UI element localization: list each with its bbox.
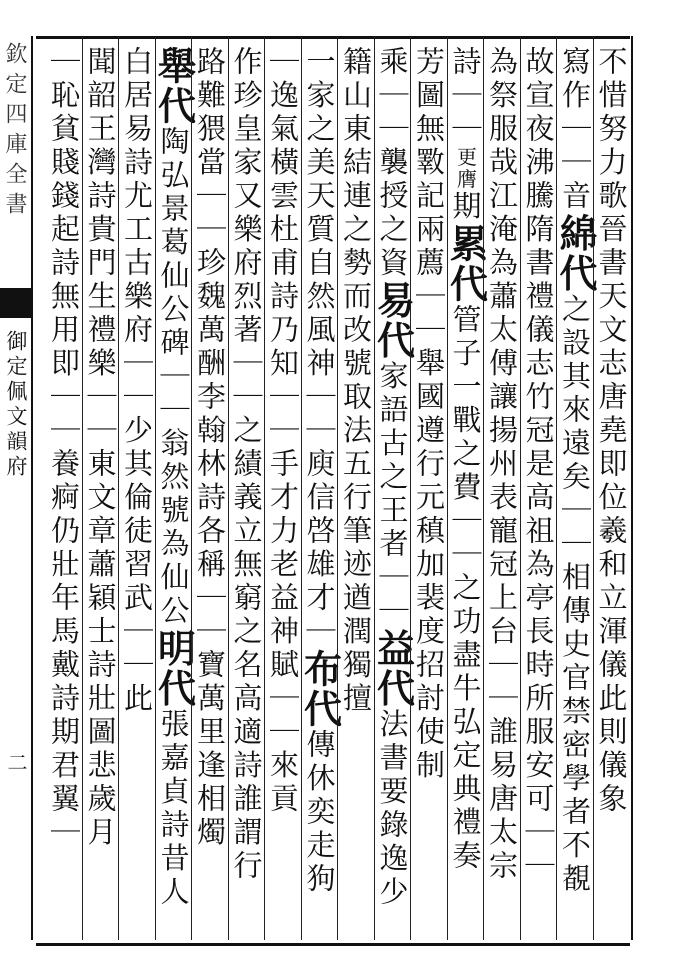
column-rule [593, 36, 594, 940]
column-rule [228, 36, 229, 940]
text-segment: 筆迹遒潤獨擅 [339, 515, 373, 716]
text-segment: 芳圖無斁記 [412, 46, 446, 214]
column-rule [520, 36, 521, 940]
headword: 益代 [370, 628, 416, 709]
text-segment: 為祭服哉江淹為蕭太傅讓揚州表寵冠上台｜｜誰易唐太宗 [485, 46, 519, 884]
column-rule [447, 36, 448, 940]
text-segment: 一家之美天質自然風神｜｜庾信啓雄才｜ [302, 46, 337, 649]
column-rule [556, 36, 557, 940]
text-segment: 詩｜｜ [448, 46, 483, 147]
text-segment: ｜｜音 [558, 113, 592, 214]
column-rule [410, 36, 411, 940]
text-segment: 傳休奕走狗 [302, 729, 337, 897]
fish-tail-mark [0, 288, 31, 318]
text-segment: 期 [448, 190, 483, 224]
text-column [42, 46, 86, 936]
column-rule [483, 36, 484, 940]
book-title: 御定佩文韻府 [4, 330, 28, 480]
text-segment: 法書要錄逸少 [375, 708, 410, 910]
text-segment: 賦｜｜來貢 [266, 649, 300, 817]
text-segment: ｜逸氣橫雲杜甫詩乃知｜｜手才力老益神 [266, 46, 300, 649]
text-segment: 作珍皇家又樂府烈著｜｜之績義立無窮之名高適詩誰謂行 [229, 46, 264, 884]
text-segment: 籍山東結連之勢 [339, 46, 373, 281]
column-rule [374, 36, 375, 940]
text-segment: 聞韶王灣詩貴門生禮樂｜｜東文章蕭穎士詩壯圖悲歲月 [83, 46, 118, 850]
column-rule [118, 36, 119, 940]
text-segment: ｜恥貧賤錢起詩無用即｜｜養痾仍壯年馬戴詩期君翼｜ [47, 46, 81, 850]
column-rule [264, 36, 265, 940]
text-segment: 白居易詩尤工古樂府｜｜少其倫 [120, 46, 154, 515]
headword: 易代 [370, 280, 416, 361]
text-segment: 晉書天文志唐堯即位羲和立渾儀此則儀象 [594, 213, 629, 817]
column-rule [82, 36, 83, 940]
text-segment: 故宣夜沸騰隋書禮儀志竹冠是高祖為亭長時所服安可｜｜ [521, 46, 556, 884]
text-segment: 路難猥當｜｜珍魏萬酬李翰林詩各稱｜｜寶萬里逢相燭 [193, 46, 227, 850]
text-segment: 陶弘景葛仙公碑｜｜翁然號為仙公 [156, 126, 191, 629]
text-segment: 不惜努力歌 [594, 46, 629, 214]
headword: 明代 [151, 628, 197, 709]
headword: 綿代 [553, 213, 598, 294]
text-segment: 張嘉貞詩昔人 [156, 708, 191, 910]
text-segment: 乘｜｜襲授之資 [375, 46, 410, 281]
text-segment: 家語古之王者｜｜ [375, 360, 410, 629]
page-number: 二 [4, 752, 28, 772]
column-rule [191, 36, 192, 940]
headword: 舉代 [151, 46, 197, 126]
column-rule [301, 36, 302, 940]
text-segment: 徒習武｜｜此 [120, 515, 154, 716]
headword: 布代 [297, 649, 343, 729]
text-segment: 管子一戰之費｜｜之功盡牛弘定典禮奏 [448, 304, 483, 874]
collection-title: 欽定四庫全書 [2, 42, 27, 222]
text-segment: 兩薦｜｜舉國遵行元稹加裴度招討使制 [412, 213, 446, 783]
text-segment: 而改號取法五行 [339, 280, 373, 515]
text-segment: 寫作 [558, 46, 592, 113]
gutter-divider [31, 36, 33, 940]
text-segment: 之設其來遠矣｜｜相傳史官禁密學者不覩 [558, 293, 592, 897]
headword: 累代 [443, 224, 489, 304]
column-rule [155, 36, 156, 940]
column-rule [337, 36, 338, 940]
text-segment: 更膺 [453, 146, 478, 191]
